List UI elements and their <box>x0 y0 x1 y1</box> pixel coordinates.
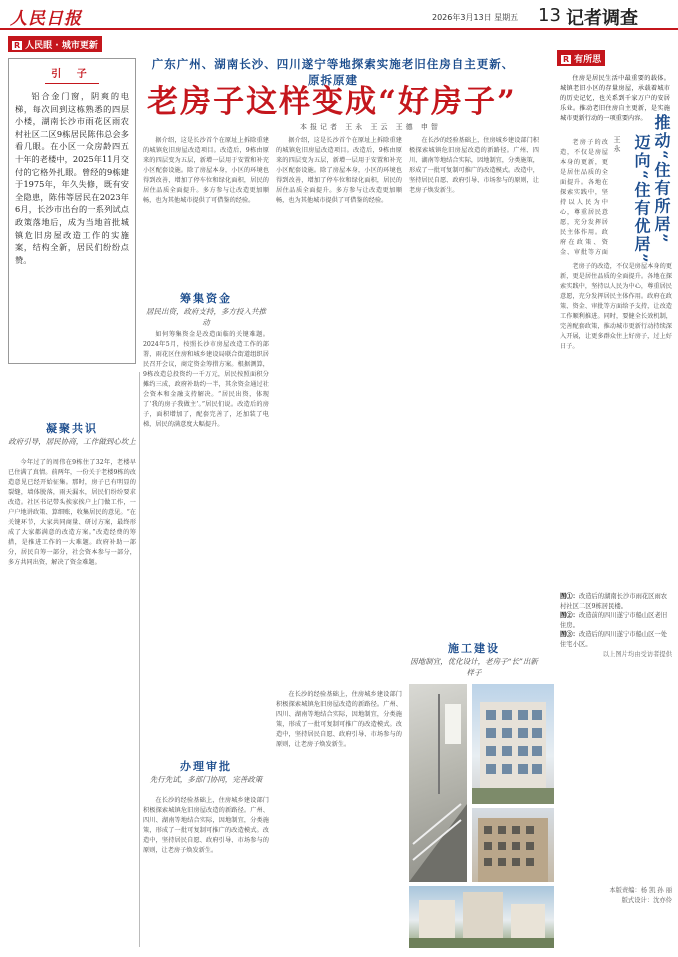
community-photo <box>409 886 554 948</box>
column-tag-text: 人民眼 · 城市更新 <box>25 41 98 51</box>
stairwell-photo-illustration <box>409 684 467 882</box>
article-column-2-bottom: 在长沙的经验基础上，住房城乡建设部门积极探索城镇危旧房屋改造的新路径。广州、四川、湖南等地结合实际，因地制宜，分类施策，形成了一批可复制可推广的改造模式。改造中，坚持居民自愿、政府引导、市场参与的原则，让老房子焕发新生。 <box>143 797 269 854</box>
r-badge-icon: R <box>14 41 21 50</box>
article-column-3-bottom: 在长沙的经验基础上，住房城乡建设部门积极探索城镇危旧房屋改造的新路径。广州、四川、湖南等地结合实际，因地制宜，分类施策，形成了一批可复制可推广的改造模式。改造中，坚持居民自愿、政府引导、市场参与的原则，让老房子焕发新生。 <box>276 691 402 748</box>
issue-date: 2026年3月13日 星期五 <box>432 13 519 22</box>
section-heading-funding: 筹集资金 <box>180 292 232 305</box>
lead-title: 引 子 <box>51 69 93 80</box>
section-heading-consensus: 凝聚共识 <box>46 422 98 435</box>
section-heading-construction: 施工建设 <box>448 642 500 655</box>
lead-text: 铝合金门窗，阴爽的电梯，每次回到这栋熟悉的四层小楼，湖南长沙市雨花区雨农村社区二区9栋居民陈伟总会多看几眼。在小区一众房龄四五十年的老楼中，2025年11月交付的它格外扎眼。曾经的9栋建于1975年，年久失修，既有安全隐患，陈伟等居民在2023年6月，长沙市出台的一系列试点政策落地后，成为当地首批城镇危旧房屋改造工作的实施案，结构全新，居民们纷纷点赞。 <box>15 91 129 265</box>
old-building-photo <box>472 808 554 882</box>
headline-kicker: 广东广州、湖南长沙、四川遂宁等地探索实施老旧住房自主更新、原拆原建 <box>151 57 515 87</box>
opinion-author: 王永 <box>613 136 621 154</box>
caption-1: 图①：改造后的湖南长沙市雨花区雨农村社区二区9栋居民楼。 <box>560 593 668 610</box>
opinion-title-1: 推动“住有所居” <box>652 114 671 245</box>
stairwell-photo <box>409 684 467 882</box>
caption-3: 图③：改造后的四川遂宁市船山区一处住宅小区。 <box>560 631 668 648</box>
building-illustration <box>472 684 554 804</box>
article-column-2-top: 据介绍，这是长沙首个在原址上拆除重建的城镇危旧房屋改造项目。改造后，9栋由原来的四层变为五层，新增一层用于安置和补充小区配套设施。除了房屋本身，小区的环境也得到改善，增加了停车位和绿化面积，居民的居住品质全面提升。多方参与让改造更加顺畅，也为其他城市提供了可借鉴的经验。 <box>143 137 269 204</box>
column-tag-left <box>8 36 102 52</box>
opinion-title-2: 迈向“住有优居” <box>632 134 651 265</box>
newspaper-header <box>0 0 678 30</box>
lead-box <box>8 58 136 364</box>
section-heading-approval: 办理审批 <box>180 760 232 773</box>
editor-credits: 本版责编：杨 凯 孙 丽 版式设计：沈亦伶 <box>609 887 672 904</box>
article-column-3: 据介绍，这是长沙首个在原址上拆除重建的城镇危旧房屋改造项目。改造后，9栋由原来的四层变为五层，新增一层用于安置和补充小区配套设施。除了房屋本身，小区的环境也得到改善，增加了停车位和绿化面积，居民的居住品质全面提升。多方参与让改造更加顺畅，也为其他城市提供了可借鉴的经验。 <box>276 137 402 204</box>
r-badge-icon: R <box>563 55 570 64</box>
section-subheading-funding: 居民出资，政府支持，多方投入共推动 <box>146 307 266 327</box>
byline: 本报记者 王永 王云 王德 申智 <box>300 123 441 131</box>
community-illustration <box>409 886 554 948</box>
opinion-text-top: 老房子的改造，不仅是房屋本身的更新，更是居住品质的全面提升。各地在探索实践中，坚持以人民为中心，尊重居民意愿，充分发挥居民主体作用。政府在政策、资金、审批等方面 <box>560 139 608 256</box>
section-subheading-construction: 因地制宜，优化设计，老房子“长”出新样子 <box>410 657 538 677</box>
article-column-2: 如何筹集资金是改造面临的关键难题。2024年5月，按照长沙市房屋改造工作的部署，雨花区住房和城乡建设局联合街道组织居民召开会议，商定资金筹措方案。根据测算，9栋改造总投资约一千万元，居民按照面积分摊约三成，政府补助约一半，其余资金通过社会资本和金融支持解决。“居民出资，体现了‘我的房子我做主’。”居民们说。改造后的房子，面积增加了，配套完善了，还加装了电梯，居民的满意度大幅提升。 <box>143 331 269 428</box>
page-number: 13 <box>538 5 561 26</box>
column-tag-right <box>557 50 605 66</box>
section-title: 记者调查 <box>566 8 638 29</box>
article-column-1: 今年过了的周伟在9栋住了32年，老楼早已住满了真情。前两年，一份关于老楼9栋的改造意见已经开始征集。那时，房子已有明显的裂缝，墙体脱落，雨天漏水，居民们纷纷要求改造。社区书记带头挨家挨户上门做工作，一户户地讲政策、算细账，收集居民的意见。“在关键环节，大家共同商量、研讨方案，最终形成了大家都满意的改造方案。”改造经费的筹措，是推进工作的一大难题。政府补助一部分，居民自筹一部分，社会资本参与一部分，多方共同出资，解决了资金难题。 <box>8 459 136 566</box>
renovated-building-photo <box>472 684 554 804</box>
section-subheading-consensus: 政府引导，居民协商，工作做到心坎上 <box>8 437 136 446</box>
column-tag-text: 有所思 <box>574 55 602 65</box>
newspaper-logo: 人民日报 <box>10 9 82 29</box>
caption-2: 图②：改造前的四川遂宁市船山区老旧住房。 <box>560 612 668 629</box>
column-divider <box>139 372 140 947</box>
article-column-4: 在长沙的经验基础上，住房城乡建设部门积极探索城镇危旧房屋改造的新路径。广州、四川、湖南等地结合实际，因地制宜，分类施策，形成了一批可复制可推广的改造模式。改造中，坚持居民自愿、政府引导、市场参与的原则，让老房子焕发新生。 <box>409 137 539 194</box>
opinion-intro: 住房是居民生活中最重要的载体。城镇老旧小区的存量房屋，承载着城市的历史记忆，也关系到千家万户的安居乐业。推动老旧住房自主更新，是实施城市更新行动的一项重要内容。 <box>560 75 670 122</box>
headline-main: 老房子这样变成“好房子” <box>147 84 517 120</box>
section-subheading-approval: 先行先试，多部门协同，完善政策 <box>149 775 263 784</box>
photo-captions <box>560 592 672 772</box>
old-building-illustration <box>472 808 554 882</box>
opinion-text: 老房子的改造，不仅是房屋本身的更新，更是居住品质的全面提升。各地在探索实践中，坚持以人民为中心，尊重居民意愿，充分发挥居民主体作用。政府在政策、资金、审批等方面给予支持，让改造工作顺利推进。同时，要健全长效机制，完善配套政策，推动城市更新行动持续深入开展，让更多群众住上好房子，过上好日子。 <box>560 263 672 350</box>
caption-credit: 以上图片均由受访者提供 <box>602 650 672 658</box>
